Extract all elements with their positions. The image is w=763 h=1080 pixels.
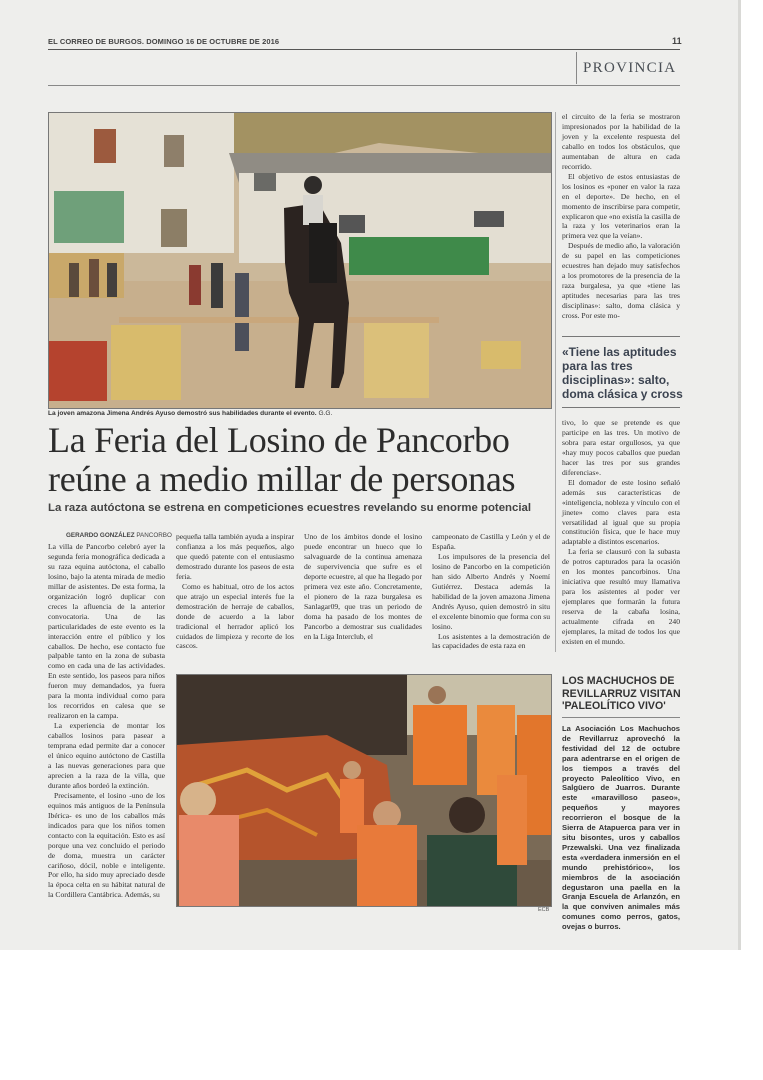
pull-quote-rule-top	[562, 336, 680, 337]
byline-place: PANCORBO	[136, 532, 172, 539]
section-rule	[48, 85, 680, 86]
paragraph: tivo, lo que se pretende es que participe en las tres. Un motivo de sobra para estar orgullosos, ya que «hay muy pocos caballos que puedan hacer las tres por sus grandes diferencias».	[562, 418, 680, 477]
children-visit-photo	[176, 674, 552, 907]
paragraph: El domador de este losino señaló además sus características de «inteligencia, nobleza y vínculo con el jinete» como claves para esta versatilidad al igual que su propia constitución física, que le hace muy adaptable a distintos escenarios.	[562, 477, 680, 547]
paragraph: La villa de Pancorbo celebró ayer la segunda feria monográfica dedicada a su raza equina autóctona, el caballo losino, bajo la atenta mirada de medio millar de asistentes. De esta forma, la organización logró duplicar con creces la afluencia de la anterior convocatoria. Una de las particularidades de este evento es la interacción entre el público y los caballos. De hecho, ese contacto fue palpable tanto en la zona de subasta como en cada una de las actividades. En este sentido, los paseos para niños fueron muy demandados, ya fuera para la monta individual como para los recorridos en calesa que se realizaron en la campa.	[48, 542, 165, 721]
column-divider	[555, 112, 556, 652]
caption-credit: G.G.	[318, 410, 333, 417]
caption-text: La joven amazona Jimena Andrés Ayuso demostró sus habilidades durante el evento.	[48, 410, 317, 417]
horse-jump-illustration	[49, 113, 551, 408]
article-column-2	[176, 532, 294, 654]
paragraph: La experiencia de montar los caballos losinos para pasear a temprana edad permite dar a conocer el único equino autóctono de Castilla a las nuevas generaciones para que aprecien a la raza de la villa, que durante años bordeó la extinción.	[48, 721, 165, 790]
paragraph: Uno de los ámbitos donde el losino puede encontrar un hueco que lo salvaguarde de la continua amenaza de supervivencia que sufre es el deporte ecuestre, al que ha llegado por primera vez este año. Concretamente, el pionero de la raza burgalesa es Sanlagar09, que tras un periodo de doma ha pasado de los montes de Pancorbo a demostrar sus cualidades en la Liga Interclub, el	[304, 532, 422, 641]
paragraph: La feria se clausuró con la subasta de potros capturados para la ocasión en los montes pancorbinos. Una iniciativa que resultó muy llamativa para los asistentes al poder ver ejemplares que formarán la futura reserva de la cabaña losina, actualmente cifrada en 240 ejemplares, la mitad de todos los que existen en el mundo.	[562, 547, 680, 646]
article-column-3	[304, 532, 422, 654]
headline-line-2: reúne a medio millar de personas	[48, 459, 516, 499]
masthead: EL CORREO DE BURGOS. DOMINGO 16 DE OCTUBRE DE 2016	[48, 37, 280, 46]
paragraph: Los impulsores de la presencia del losino de Pancorbo en la competición han sido Alberto Andrés y Noemí Gutiérrez. Destaca además la habilidad de la joven amazona Jimena Andrés Ayuso, quien demostró in situ el excelente binomio que forma con su losino.	[432, 551, 550, 631]
paragraph: el circuito de la feria se mostraron impresionados por la habilidad de la joven y la excelente respuesta del caballo en todos los obstáculos, que aumentaban de altura en cada recorrido.	[562, 112, 680, 171]
paragraph: pequeña talla también ayuda a inspirar confianza a los más pequeños, algo que quedó patente con el entusiasmo demostrado durante los paseos de esta feria.	[176, 532, 294, 581]
horse-jump-photo	[48, 112, 552, 409]
paragraph: Los asistentes a la demostración de las capacidades de esta raza en	[432, 631, 550, 651]
right-column-bottom	[562, 418, 680, 650]
paragraph: El objetivo de estos entusiastas de los losinos es «poner en valor la raza en el deporte». De hecho, en el momento de inscribirse para competir, explicaron que «no existía la casilla de la raza y los veterinarios eran la primera vez que la veían».	[562, 171, 680, 241]
subheadline: La raza autóctona se estrena en competiciones ecuestres revelando su enorme potencial	[48, 502, 532, 514]
right-column-top	[562, 112, 680, 330]
section-divider	[576, 52, 577, 84]
sidebar-text: La Asociación Los Machuchos de Revillarruz aprovechó la festividad del 12 de octubre para adentrarse en el origen de los tiempos a través del proyecto Paleolítico Vivo, en Salgüero de Juarros. Durante este «maravilloso paseo», pequeños y mayores recorrieron el bosque de la Sierra de Atapuerca para ver in situ bisontes, uros y caballos Przewalski. Una vez finalizada esta «verdadera inmersión en el mundo prehistórico», los miembros de la asociación degustaron una paella en la Granja Escuela de Arlanzón, en la que conviven animales más comunes como perros, gatos, ovejas o burros.	[562, 724, 680, 932]
sidebar-rule	[562, 717, 680, 718]
paragraph: Después de medio año, la valoración de su papel en las competiciones ecuestres han dejado muy satisfechos a los promotores de la presencia de la raza burgalesa, ya que «tiene las aptitudes necesarias para las tres disciplinas»: salto, doma clásica y cross. Por este mo-	[562, 241, 680, 321]
page-edge	[738, 0, 741, 950]
byline	[66, 532, 172, 539]
byline-author: GERARDO GONZÁLEZ	[66, 532, 135, 539]
top-photo-caption	[48, 410, 332, 417]
paragraph: campeonato de Castilla y León y el de España.	[432, 532, 550, 551]
article-column-1	[48, 542, 165, 916]
header-rule	[48, 49, 680, 50]
page-number: 11	[672, 36, 682, 46]
children-visit-illustration	[177, 675, 551, 906]
pull-quote-rule-bottom	[562, 407, 680, 408]
paragraph: Precisamente, el losino -uno de los equinos más antiguos de la Península Ibérica- es uno de los caballos más indicados para que los niños tomen contacto con la equitación. Esto es así porque una vez concluido el periodo de doma, muestra un carácter cariñoso, dócil, noble e inteligente. Por ello, ha sido muy apreciado desde la época celta en su hábitat natural de la Cordillera Cantábrica. Además, su	[48, 790, 165, 900]
section-title: PROVINCIA	[583, 60, 677, 76]
sidebar-title: LOS MACHUCHOS DE REVILLARRUZ VISITAN 'PALEOLÍTICO VIVO'	[562, 675, 681, 712]
article-column-4	[432, 532, 550, 654]
bottom-photo-credit: ECB	[538, 907, 550, 913]
pull-quote: «Tiene las aptitudes para las tres disciplinas»: salto, doma clásica y cross	[562, 345, 683, 401]
paragraph: Como es habitual, otro de los actos que atrajo un especial interés fue la demostración de herraje de caballos, donde de acuerdo a la labor tradicional el herrador aplicó los cuidados de limpieza y recorte de los cascos.	[176, 581, 294, 651]
headline-line-1: La Feria del Losino de Pancorbo	[48, 420, 510, 460]
